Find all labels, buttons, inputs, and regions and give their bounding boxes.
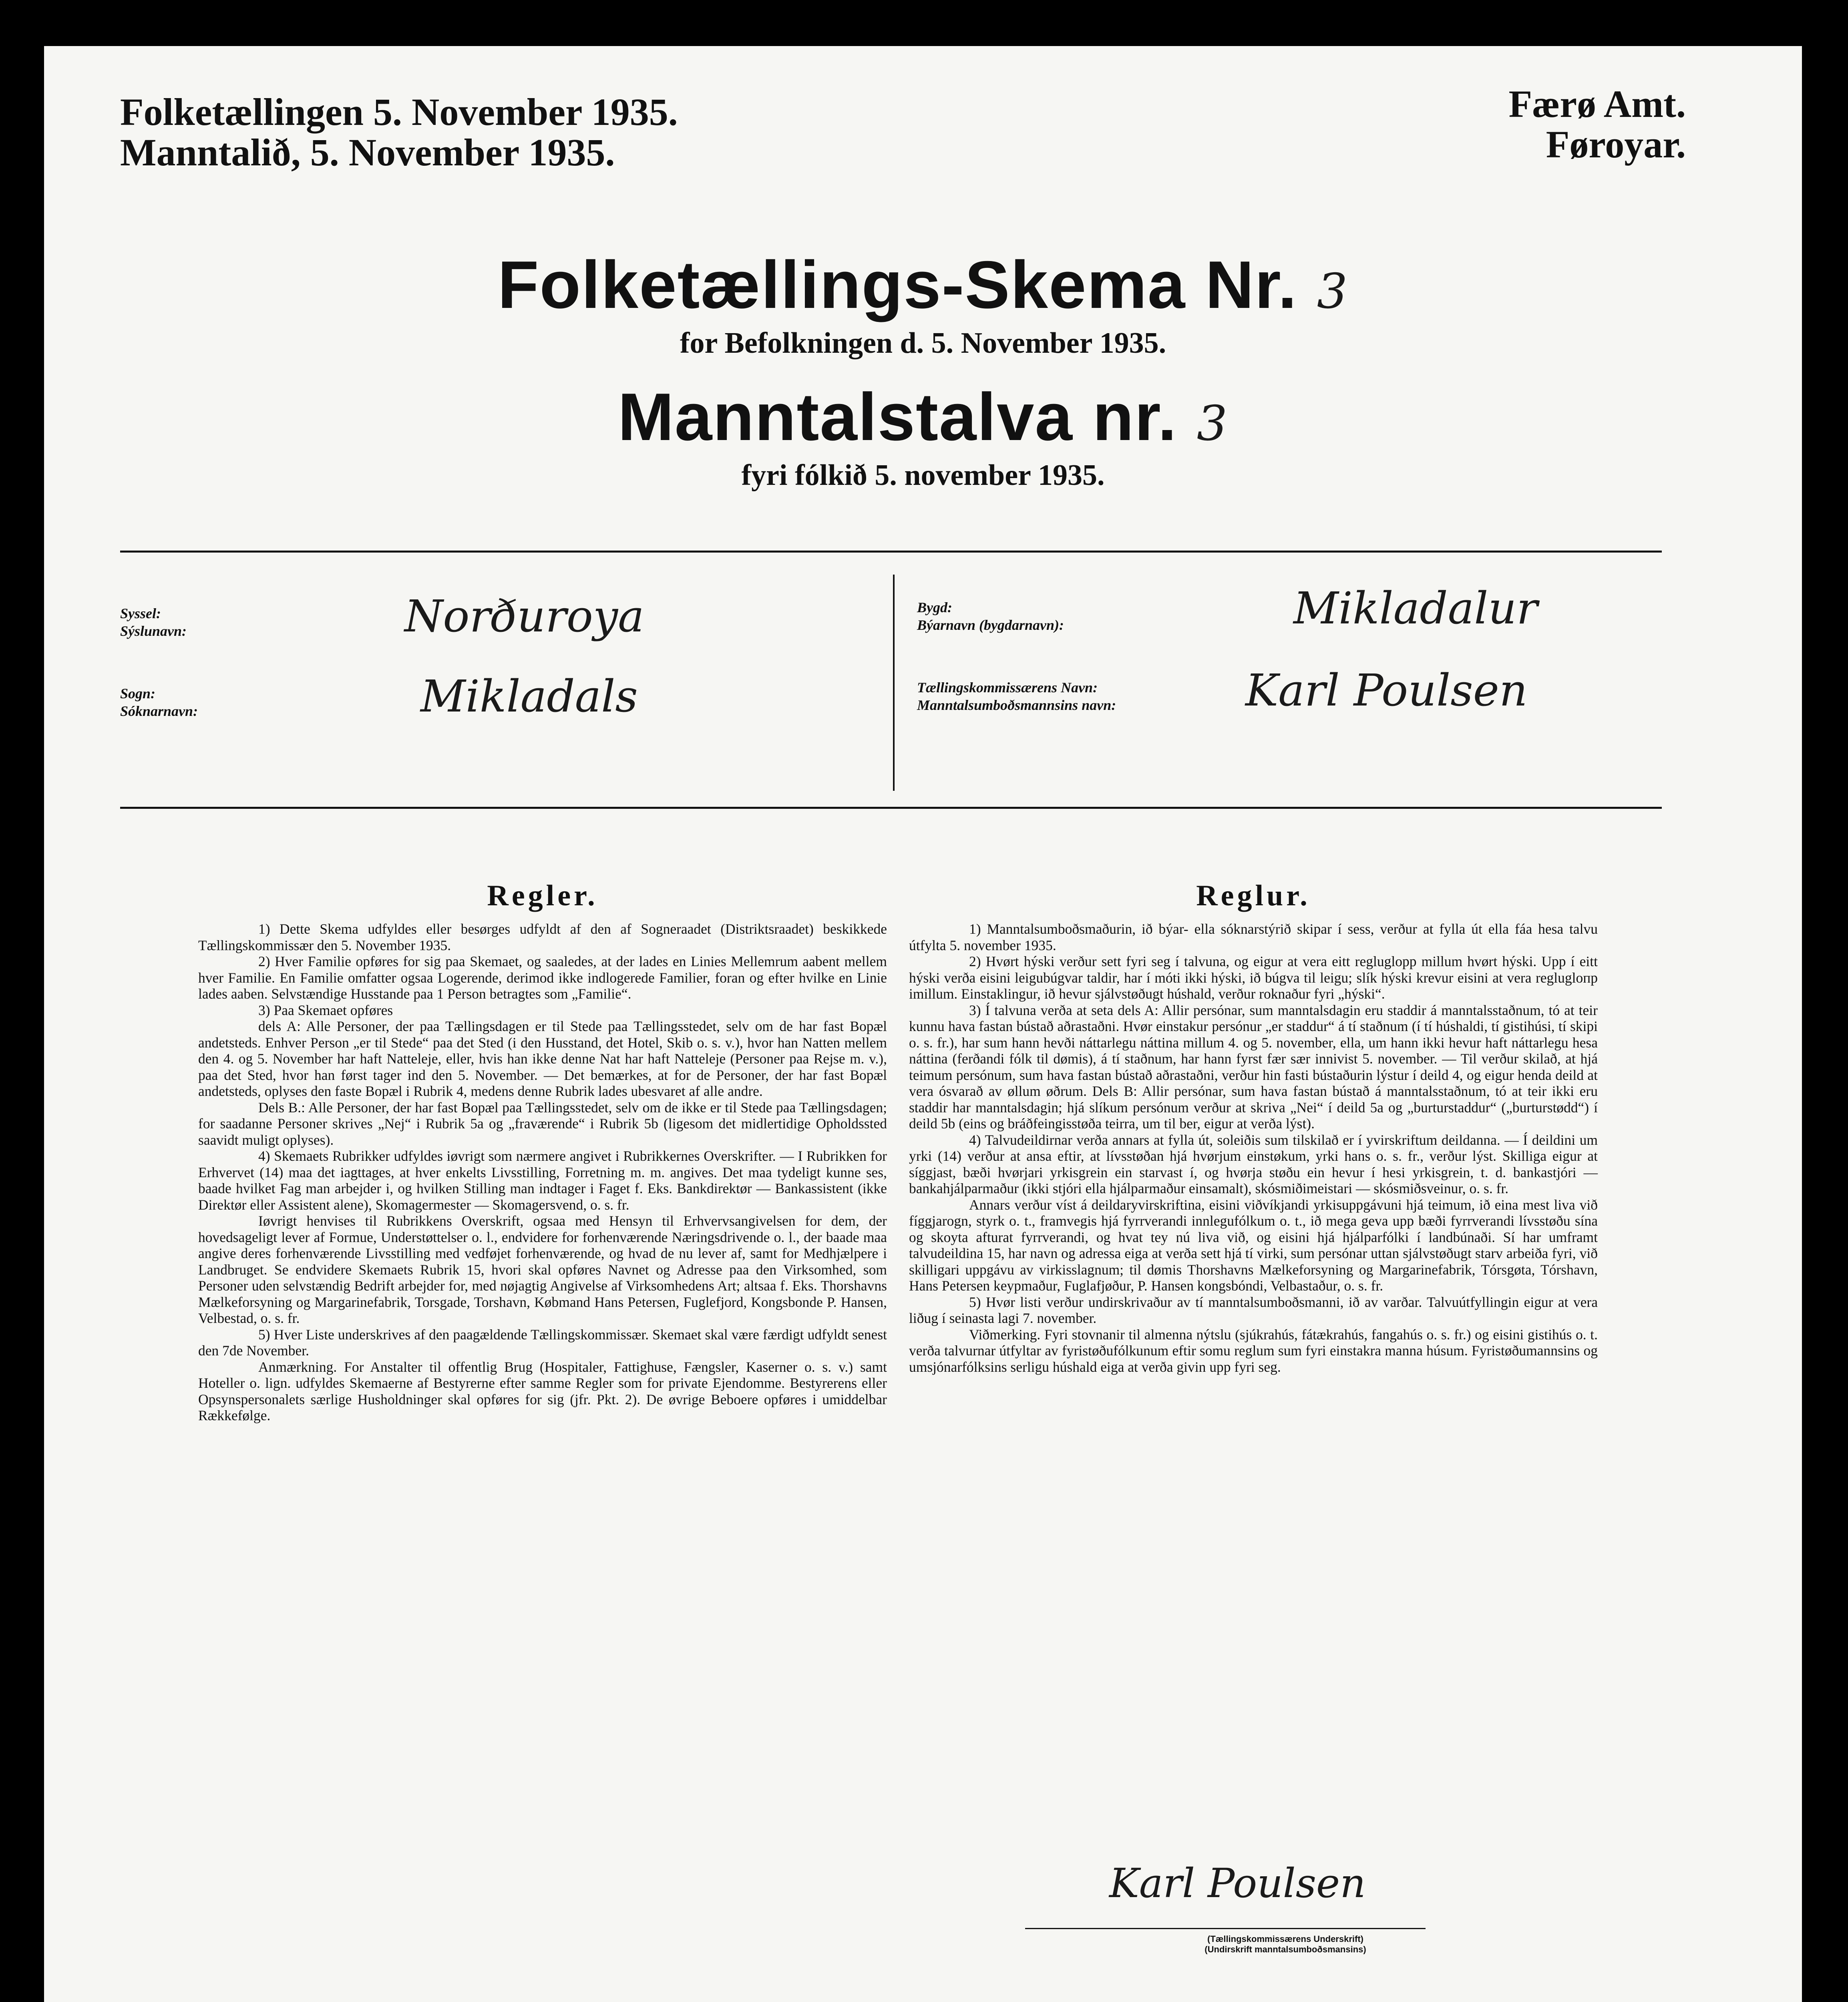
regler-p4: 4) Skemaets Rubrikker udfyldes iøvrigt som nærmere angivet i Rubrikkernes Overskrifter. — I Rubrikken for Erhvervet (14) maa det iagttages, at hver enkelts Livsstilling, Forretning m. m. angives. Det maa tydeligt kunne ses, baade hvilket Fag man arbejder i, og hvilken Stilling man indtager i Faget f. Eks. Bankdirektør — Bankassistent (ikke Direktør eller Assistent alene), Skomagermester — Skomagersvend, o. s. fr. xyxy=(198,1148,887,1213)
header-left-line2: Manntalið, 5. November 1935. xyxy=(120,131,615,174)
skema-number: 3 xyxy=(1317,264,1349,320)
kommissaer-label xyxy=(917,679,1116,714)
skema-subtitle: for Befolkningen d. 5. November 1935. xyxy=(680,327,1166,360)
reglur-column xyxy=(909,879,1598,1375)
syssel-value: Norðuroya xyxy=(404,591,644,642)
field-divider xyxy=(893,575,895,791)
regler-p1: 1) Dette Skema udfyldes eller besørges udfyldt af den af Sogneraadet (Distriktsraadet) beskikkede Tællingskommissær den 5. November 1935. xyxy=(198,921,887,953)
bygd-value: Mikladalur xyxy=(1293,583,1538,634)
top-divider xyxy=(120,551,1662,553)
bygd-label-da: Bygd: xyxy=(917,599,952,615)
header-right-line1: Færø Amt. xyxy=(1508,82,1686,125)
header-left xyxy=(120,92,678,173)
manntal-title-text: Manntalstalva nr. xyxy=(617,379,1178,454)
reglur-p2: 2) Hvørt hýski verður sett fyri seg í talvuna, og eigur at vera eitt regluglopp millum hvørt hýski. Upp í eitt hýski verða eisini leigubúgvar taldir, har í móti ikki hýski, ið búgva til leigu; slík hýski krevur eisini at vera reglugloпp imillum. Einstaklingur, ið hevur sjálvstøðugt húshald, verður roknaður fyri „hýski“. xyxy=(909,953,1598,1002)
sogn-value: Mikladals xyxy=(420,671,638,722)
regler-p4b: Iøvrigt henvises til Rubrikkens Overskrift, ogsaa med Hensyn til Erhvervsangivelsen for dem, der hovedsageligt lever af Formue, Understøttelser o. l., endvidere for forhenværende Næringsdrivende o. l., der baade maa angive deres forhenværende Livsstilling med vedføjet forhenværende, og hvad de nu lever af, samt for Medhjælpere i Landbruget. Se endvidere Skemaets Rubrik 15, hvori skal opføres Navnet og Adresse paa den Virksomhed, som Personer uden selvstændig Bedrift arbejder for, med nøjagtig Angivelse af Virksomhedens Art; altsaa f. Eks. Thorshavns Mælkeforsyning og Margarinefabrik, Torsgade, Torshavn, Købmand Hans Petersen, Fuglefjord, Kongsbonde P. Hansen, Velbestad, o. s. fr. xyxy=(198,1213,887,1326)
regler-p2: 2) Hver Familie opføres for sig paa Skemaet, og saaledes, at der lades en Linies Mellemrum aabent mellem hver Familie. En Familie omfatter ogsaa Logerende, derimod ikke indlogerede Familier, foran og efter hvilke en Linie lades aaben. Selvstændige Husstande paa 1 Person betragtes som „Familie“. xyxy=(198,953,887,1002)
regler-p6: Anmærkning. For Anstalter til offentlig Brug (Hospitaler, Fattighuse, Fængsler, Kaserner o. s. v.) samt Hoteller o. lign. udfyldes Skemaerne af Bestyrerne efter samme Regler som for private Ejendomme. Bestyrerens eller Opsynspersonalets særlige Husholdninger skal opføres for sig (jfr. Pkt. 2). De øvrige Beboere opføres i umiddelbar Rækkefølge. xyxy=(198,1359,887,1423)
sogn-label-fo: Sóknarnavn: xyxy=(120,703,198,719)
skema-title-text: Folketællings-Skema Nr. xyxy=(497,247,1298,322)
syssel-label-da: Syssel: xyxy=(120,605,161,621)
regler-p3b: Dels B.: Alle Personer, der har fast Bopæl paa Tællingsstedet, selv om de ikke er til Stede paa Tællingsdagen; for saadanne Personer skrives „Nej“ i Rubrik 5a og „fraværende“ i Rubrik 5b (ligesom det midlertidige Opholdssted saavidt muligt oplyses). xyxy=(198,1099,887,1148)
signature-caption-da: (Tællingskommissærens Underskrift) xyxy=(1207,1934,1363,1944)
sogn-label-da: Sogn: xyxy=(120,685,156,702)
sogn-label xyxy=(120,685,198,720)
reglur-heading: Reglur. xyxy=(1196,879,1311,912)
signature-rule xyxy=(1025,1928,1426,1929)
signature-caption xyxy=(1125,1934,1446,1955)
reglur-p6: Viðmerking. Fyri stovnanir til almenna nýtslu (sjúkrahús, fátækrahús, fangahús o. s. fr.) og eisini gistihús o. t. verða talvurnar útfyltar av fyristøðufólkunum eftir somu reglum sum fyri einstakra manna húsum. Fyristøðumannsins og umsjónarfólksins serligu húshald eiga at verða givin upp fyri seg. xyxy=(909,1326,1598,1375)
header-right-line2: Føroyar. xyxy=(1546,123,1686,166)
reglur-p4: 4) Talvudeildirnar verða annars at fylla út, soleiðis sum tilskilað er í yvirskriftum deildanna. — Í deildini um yrki (14) verður at ansa eftir, at lívsstøðan hjá hvørjum einstøkum, yrki hans o. s. fr., verður lýst. Skilliga eigur at síggjast, bæði hvørjari yrkisgrein ein starvast í, og hvørja støðu ein hevur í hesi yrkisgrein, t. d. bankastjóri — bankahjálparmaður (ikki stjóri ella hjálparmaður einsamalt), skósmiðimeistari — skósmiðsveinur, o. s. fr. xyxy=(909,1132,1598,1196)
manntal-number: 3 xyxy=(1196,396,1229,452)
kommissaer-value: Karl Poulsen xyxy=(1245,665,1528,716)
bygd-label xyxy=(917,599,1064,634)
reglur-p4b: Annars verður víst á deildaryvirskriftina, eisini viðvíkjandi yrkisuppgávuni hjá teimum, ið eina mest liva við fíggjarogn, styrk o. t., framvegis hjá fyrrverandi innlegufólkum o. t., ið mega geva upp bæði fyrrverandi lívsstøðu sína og skoyta afturat fyrrverandi, og hvat tey nú liva við, og eisini hjá hjálparfólki í landbúnaði. Sí har umframt talvudeildina 15, har navn og adressa eiga at verða sett hjá tí virki, sum persónar uttan sjálvstøðugt starv arbeiða fyri, við skilligari uppgávu av virkisslagnum; til dømis Thorshavns Mælkeforsyning og Margarinefabrik, Tórsgøta, Tórshavn, Hans Petersen keypmaður, Fuglafjøður, P. Hansen kongsbóndi, Velbastaður, o. s. fr. xyxy=(909,1196,1598,1294)
kommissaer-label-fo: Manntalsumboðsmannsins navn: xyxy=(917,697,1116,713)
field-bottom-divider xyxy=(120,807,1662,809)
manntal-title xyxy=(44,378,1802,456)
syssel-label-fo: Sýslunavn: xyxy=(120,623,187,639)
census-form-page xyxy=(44,46,1802,2002)
signature-caption-fo: (Undirskrift manntalsumboðsmansins) xyxy=(1205,1944,1366,1954)
header-left-line1: Folketællingen 5. November 1935. xyxy=(120,90,678,133)
bygd-label-fo: Býarnavn (bygdarnavn): xyxy=(917,617,1064,633)
regler-heading: Regler. xyxy=(487,879,598,912)
regler-p3a: dels A: Alle Personer, der paa Tællingsdagen er til Stede paa Tællingsstedet, selv om de har fast Bopæl andetsteds. Enhver Person „er til Stede“ paa det Sted (i den Husstand, det Hotel, Skib o. s. v.), hvor han Natten mellem den 4. og 5. November har haft Natteleje, eller, hvis han ikke denne Nat har haft Natteleje (Personer paa Rejse m. v.), paa det Sted, hvor han først tager ind den 5. November. — Det bemærkes, at for de Personer, der har fast Bopæl andetsteds, oplyses den faste Bopæl i Rubrik 4, medens denne Rubrik lades ubesvaret af alle andre. xyxy=(198,1018,887,1099)
header-right xyxy=(1508,84,1686,165)
regler-p3: 3) Paa Skemaet opføres xyxy=(258,1002,393,1018)
kommissaer-label-da: Tællingskommissærens Navn: xyxy=(917,679,1098,695)
reglur-p5: 5) Hvør listi verður undirskrivaður av tí manntalsumboðsmanni, ið av varðar. Talvuútfyllingin eigur at vera liðug í seinasta lagi 7. november. xyxy=(909,1294,1598,1326)
skema-title xyxy=(44,246,1802,324)
reglur-p3: 3) Í talvuna verða at seta dels A: Allir persónar, sum manntalsdagin eru staddir á manntalsstaðnum, tó at teir kunnu hava fastan bústað aðrastaðni. Hvør einstakur persónur „er staddur“ á tí staðnum (í tí húshaldi, tí gistihúsi, tí skipi o. s. fr.), har sum hann hevði náttarlegu náttina millum 4. og 5. november, ella, um hann ikki hevur haft náttarlegu hesa náttina (ferðandi fólk til dømis), á tí staðnum, har hann fyrst fær sær innivist 5. november. — Til verður skilað, at hjá teimum persónum, sum hava fastan bústað aðrastaðni, verður hin fasti bústaðurin lýstur í deild 4, og eigur henda deild at vera ósvarað av øllum øðrum. Dels B: Allir persónar, sum hava fastan bústað á manntalsstaðnum, tó at teir ikki eru staddir har manntalsdagin; hjá slíkum persónum verður at skriva „Nei“ í deild 5a og „burturstaddur“ („burturstødd“) í deild 5b (eins og bráðfeingisstøða teirra, um til ber, eigur at verða lýst). xyxy=(909,1002,1598,1132)
reglur-p1: 1) Manntalsumboðsmaðurin, ið býar- ella sóknarstýrið skipar í sess, verður at fylla út ella fáa hesa talvu útfylta 5. november 1935. xyxy=(909,921,1598,953)
manntal-subtitle: fyri fólkið 5. november 1935. xyxy=(741,459,1105,492)
regler-p5: 5) Hver Liste underskrives af den paagældende Tællingskommissær. Skemaet skal være færdigt udfyldt senest den 7de November. xyxy=(198,1326,887,1359)
regler-column xyxy=(198,879,887,1424)
signature-line xyxy=(1025,1928,1426,1929)
syssel-label xyxy=(120,605,187,640)
signature: Karl Poulsen xyxy=(1109,1860,1366,1907)
